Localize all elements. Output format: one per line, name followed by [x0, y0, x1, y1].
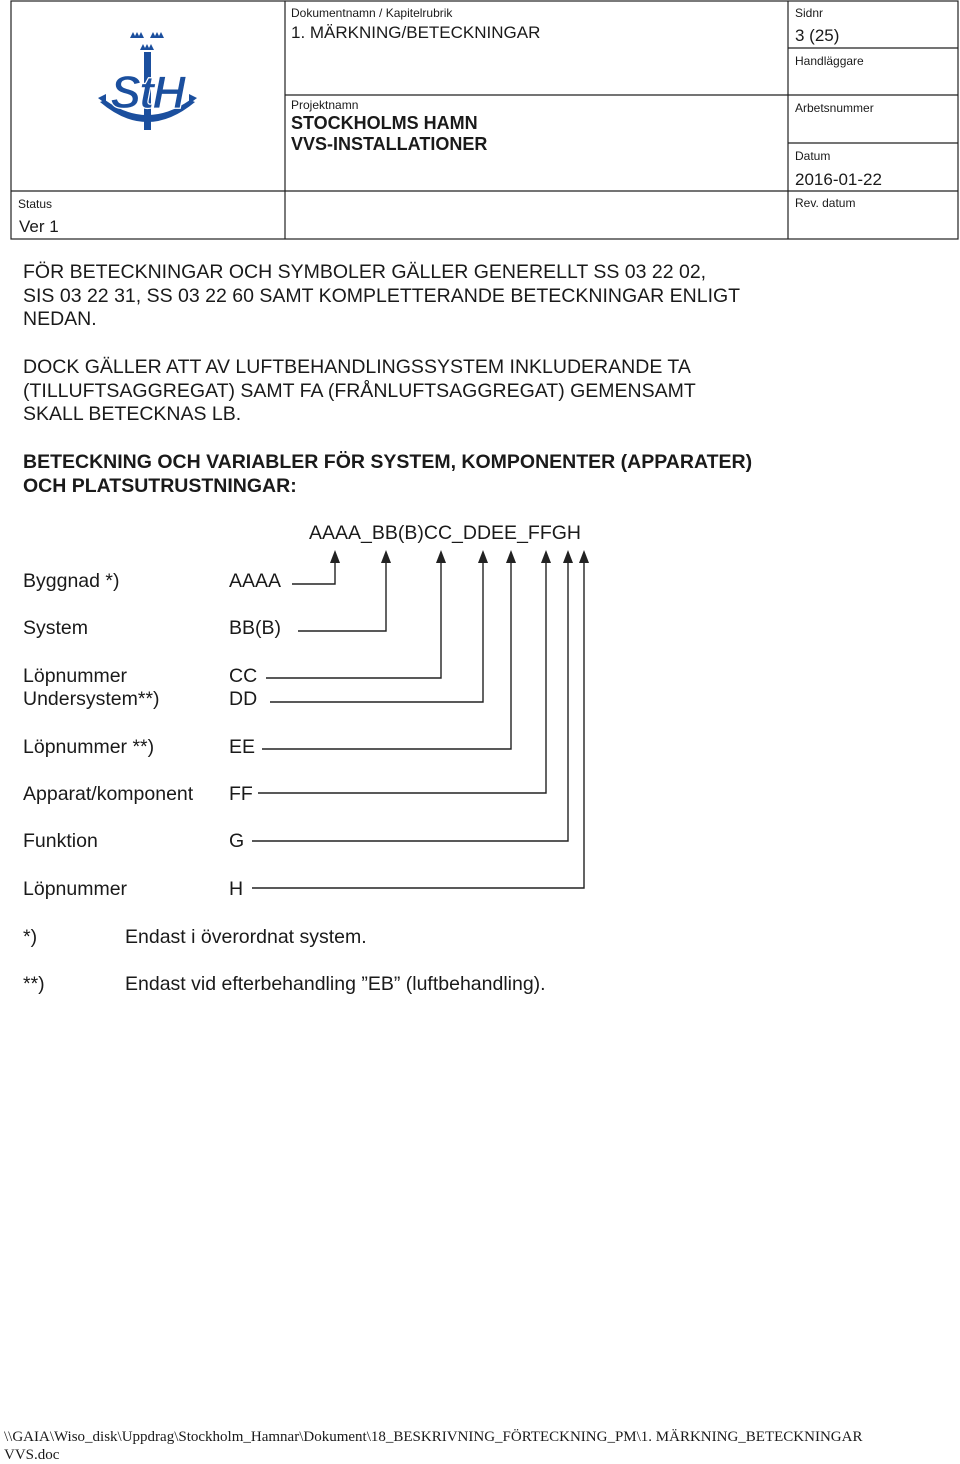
heading-line: OCH PLATSUTRUSTNINGAR: [23, 474, 297, 497]
note-mark: *) [23, 926, 38, 948]
revdate-label: Rev. datum [795, 196, 856, 210]
docname-label: Dokumentnamn / Kapitelrubrik [291, 6, 453, 20]
arrow-up-icon [381, 550, 391, 563]
handler-label: Handläggare [795, 54, 864, 68]
row-code: BB(B) [229, 617, 282, 639]
docname-value: 1. MÄRKNING/BETECKNINGAR [291, 23, 541, 42]
note-text: Endast vid efterbehandling ”EB” (luftbehandling). [125, 973, 546, 995]
footer-line: \\GAIA\Wiso_disk\Uppdrag\Stockholm_Hamnar\Dokument\18_BESKRIVNING_FÖRTECKNING_PM\1. MÄRKNING_BETECKNINGAR [4, 1429, 863, 1445]
paragraph-line: (TILLUFTSAGGREGAT) SAMT FA (FRÅNLUFTSAGGREGAT) GEMENSAMT [23, 379, 696, 402]
row-name: Löpnummer [23, 665, 128, 687]
footer-filepath [4, 1428, 862, 1464]
row-name: Byggnad *) [23, 570, 120, 592]
arrow-up-icon [541, 550, 551, 563]
row-name: Funktion [23, 830, 98, 852]
connector-cc [266, 562, 441, 678]
number-label: Arbetsnummer [795, 101, 874, 115]
row-name: Löpnummer **) [23, 736, 155, 758]
footer-line: VVS.doc [4, 1447, 60, 1463]
date-value: 2016-01-22 [795, 170, 882, 189]
arrow-up-icon [478, 550, 488, 563]
row-name: Undersystem**) [23, 688, 160, 710]
arrow-up-icon [579, 550, 589, 563]
row-name: Apparat/komponent [23, 783, 194, 805]
status-value: Ver 1 [19, 217, 59, 236]
project-line2: VVS-INSTALLATIONER [291, 134, 488, 154]
connector-aaaa [292, 562, 335, 584]
arrow-up-icon [506, 550, 516, 563]
logo-text: StH [110, 66, 184, 118]
note-text: Endast i överordnat system. [125, 926, 367, 948]
date-label: Datum [795, 149, 831, 163]
paragraph-line: DOCK GÄLLER ATT AV LUFTBEHANDLINGSSYSTEM INKLUDERANDE TA [23, 356, 691, 378]
paragraph-line: NEDAN. [23, 308, 97, 330]
status-label: Status [18, 197, 53, 211]
page-value: 3 (25) [795, 26, 840, 45]
row-code: DD [229, 688, 258, 710]
arrow-up-icon [436, 550, 446, 563]
paragraph-line: SIS 03 22 31, SS 03 22 60 SAMT KOMPLETTERANDE BETECKNINGAR ENLIGT [23, 284, 741, 307]
connector-dd [270, 562, 483, 702]
row-name: System [23, 617, 89, 639]
row-code: H [229, 878, 244, 900]
connector-bb [298, 562, 386, 631]
row-code: G [229, 830, 245, 852]
code-pattern: AAAA_BB(B)CC_DDEE_FFGH [309, 522, 581, 544]
connector-h [252, 562, 584, 888]
paragraph-line: FÖR BETECKNINGAR OCH SYMBOLER GÄLLER GENERELLT SS 03 22 02, [23, 261, 707, 283]
arrow-up-icon [563, 550, 573, 563]
project-line1: STOCKHOLMS HAMN [291, 113, 478, 133]
row-code: CC [229, 665, 258, 687]
paragraph-line: SKALL BETECKNAS LB. [23, 403, 242, 425]
arrow-up-icon [330, 550, 340, 563]
heading-line: BETECKNING OCH VARIABLER FÖR SYSTEM, KOMPONENTER (APPARATER) [23, 451, 753, 473]
row-name: Löpnummer [23, 878, 128, 900]
note-mark: **) [23, 973, 45, 995]
project-label: Projektnamn [291, 98, 359, 112]
row-code: AAAA [229, 570, 282, 592]
page-label: Sidnr [795, 6, 824, 20]
row-code: EE [229, 736, 256, 758]
row-code: FF [229, 783, 253, 805]
